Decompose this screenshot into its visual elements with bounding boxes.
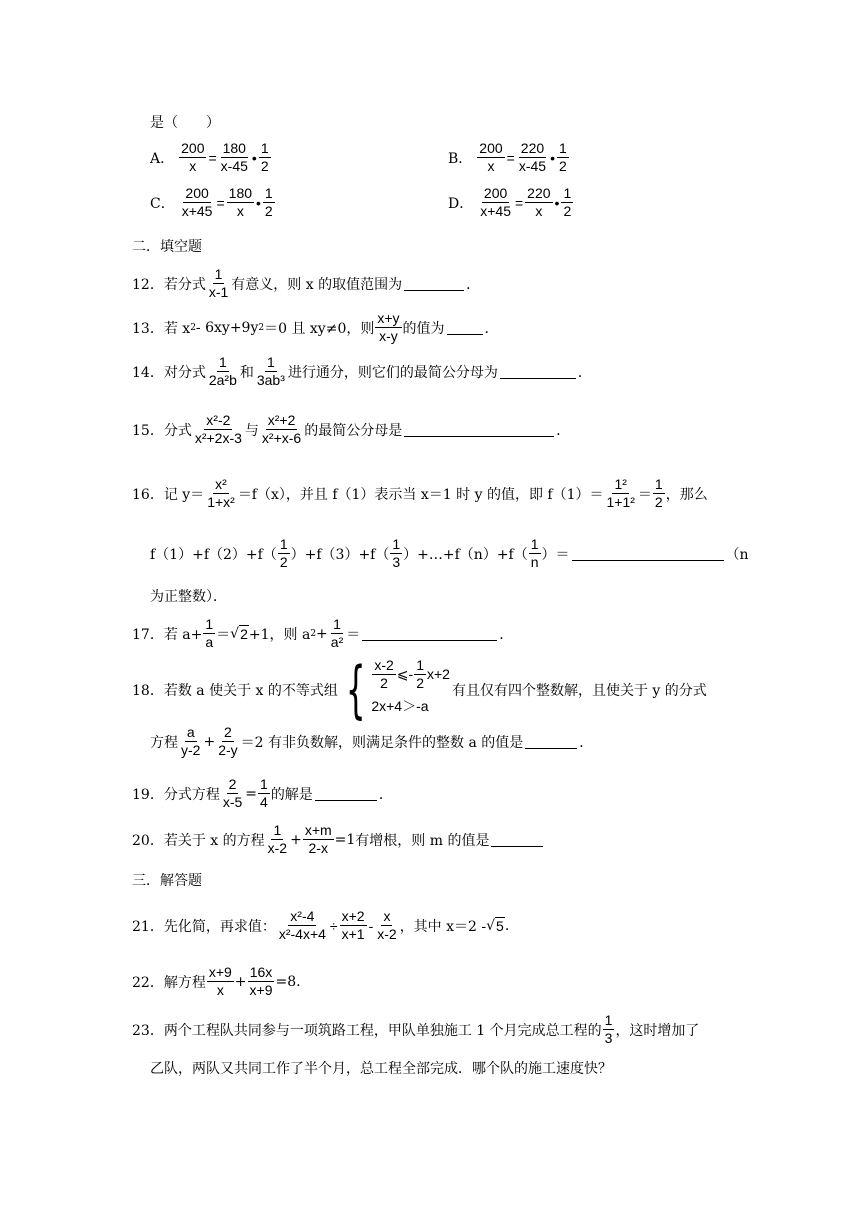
question-16-line3: 为正整数）．: [150, 589, 227, 605]
answer-blank[interactable]: [525, 734, 577, 749]
question-21: 21． 先化简，再求值： $\frac{\text{x²-4}}{\text{x²-4x+4}}$ ÷ $\frac{x+2}{x+1}$ - $\frac{x}{x-2}$ ，其中 x＝2 - √ 5 .: [132, 908, 510, 942]
section-heading-fill-in: 二．填空题: [132, 239, 202, 255]
question-18-line2: 方程 $\frac{a}{y-2}$ + $\frac{2}{2-y}$ ＝2 有非负数解，则满足条件的整数 a 的值是 ．: [150, 724, 594, 758]
question-22: 22． 解方程 $\frac{x+9}{x}$ + $\frac{16x}{x+9}$ =8.: [132, 964, 301, 998]
question-14: 14． 对分式 $\frac{1}{\text{2a²b}}$ 和 $\frac{1}{\text{3ab³}}$ 进行通分，则它们的最简公分母为 ．: [132, 354, 592, 388]
q11-tail: 是（ ）: [150, 115, 220, 131]
question-16-line2: f（1）+f（2）+f（ $\frac{1}{2}$ ）+f（3）+f（ $\frac{1}{3}$ ）+…+f（n）+f（ $\frac{1}{n}$ ）＝ （n: [150, 536, 749, 570]
question-18: 18． 若数 a 使关于 x 的不等式组 { $\frac{x-2}{2}$ ⩽- $\frac{1}{2}$ x+2 2x+4＞-a 有且仅有四个整数解，且使关于 y 的分式: [132, 653, 707, 726]
question-20: 20． 若关于 x 的方程 $\frac{1}{x-2}$ + $\frac{x+m}{2-x}$ =1 有增根，则 m 的值是: [132, 822, 545, 857]
question-23: 23． 两个工程队共同参与一项筑路工程，甲队单独施工 1 个月完成总工程的 $\frac{1}{3}$ ，这时增加了: [132, 1012, 700, 1046]
question-16: 16． 记 y＝ $\frac{\text{x²}}{\text{1+x²}}$ ＝f（x），并且 f（1）表示当 x＝1 时 y 的值，即 f（1）＝ $\frac{\text{1²}}{\text{1+1²}}$ ＝ $\frac{1}{2}$ ，那么: [132, 476, 708, 510]
answer-blank[interactable]: [315, 786, 377, 801]
brace-icon: {: [345, 653, 366, 726]
answer-blank[interactable]: [572, 546, 724, 561]
q11-option-a: A． $\frac{200}{x}$ = $\frac{180}{x-45}$ • $\frac{1}{2}$: [150, 140, 269, 174]
answer-blank[interactable]: [404, 422, 554, 437]
question-12: 12． 若分式 $\frac{1}{x-1}$ 有意义，则 x 的取值范围为 ．: [132, 266, 481, 300]
question-17: 17． 若 a+ $\frac{1}{a}$ ＝ √ 2 +1，则 a 2 + $\frac{1}{\text{a²}}$ ＝ ．: [132, 616, 514, 650]
answer-blank[interactable]: [500, 364, 576, 379]
answer-blank[interactable]: [447, 320, 483, 335]
q11-option-b: B． $\frac{200}{x}$ = $\frac{220}{x-45}$ • $\frac{1}{2}$: [448, 140, 567, 174]
question-13: 13． 若 x 2 - 6xy+9y 2 ＝0 且 xy≠0，则 $\frac{x+y}{x-y}$ 的值为 ．: [132, 310, 499, 344]
inequality-system: { $\frac{x-2}{2}$ ⩽- $\frac{1}{2}$ x+2 2x+4＞-a: [345, 653, 450, 726]
question-15: 15． 分式 $\frac{\text{x²-2}}{\text{x²+2x-3}}$ 与 $\frac{\text{x²+2}}{\text{x²+x-6}}$ 的最简公分母是 ．: [132, 412, 571, 446]
q11-option-d: D． $\frac{200}{x+45}$ = $\frac{220}{x}$ • $\frac{1}{2}$: [448, 185, 572, 219]
sqrt-sign: √: [486, 917, 496, 934]
answer-blank[interactable]: [491, 832, 543, 847]
question-19: 19． 分式方程 $\frac{2}{x-5}$ = $\frac{1}{4}$ 的解是 ．: [132, 776, 393, 810]
answer-blank[interactable]: [404, 276, 464, 291]
q11-option-c: C． $\frac{200}{x+45}$ = $\frac{180}{x}$ • $\frac{1}{2}$: [150, 185, 273, 219]
question-23-line2: 乙队，两队又共同工作了半个月，总工程全部完成．哪个队的施工速度快？: [150, 1061, 612, 1077]
section-heading-solve: 三．解答题: [132, 873, 202, 889]
answer-blank[interactable]: [362, 626, 497, 641]
sqrt-sign: √: [230, 625, 240, 642]
